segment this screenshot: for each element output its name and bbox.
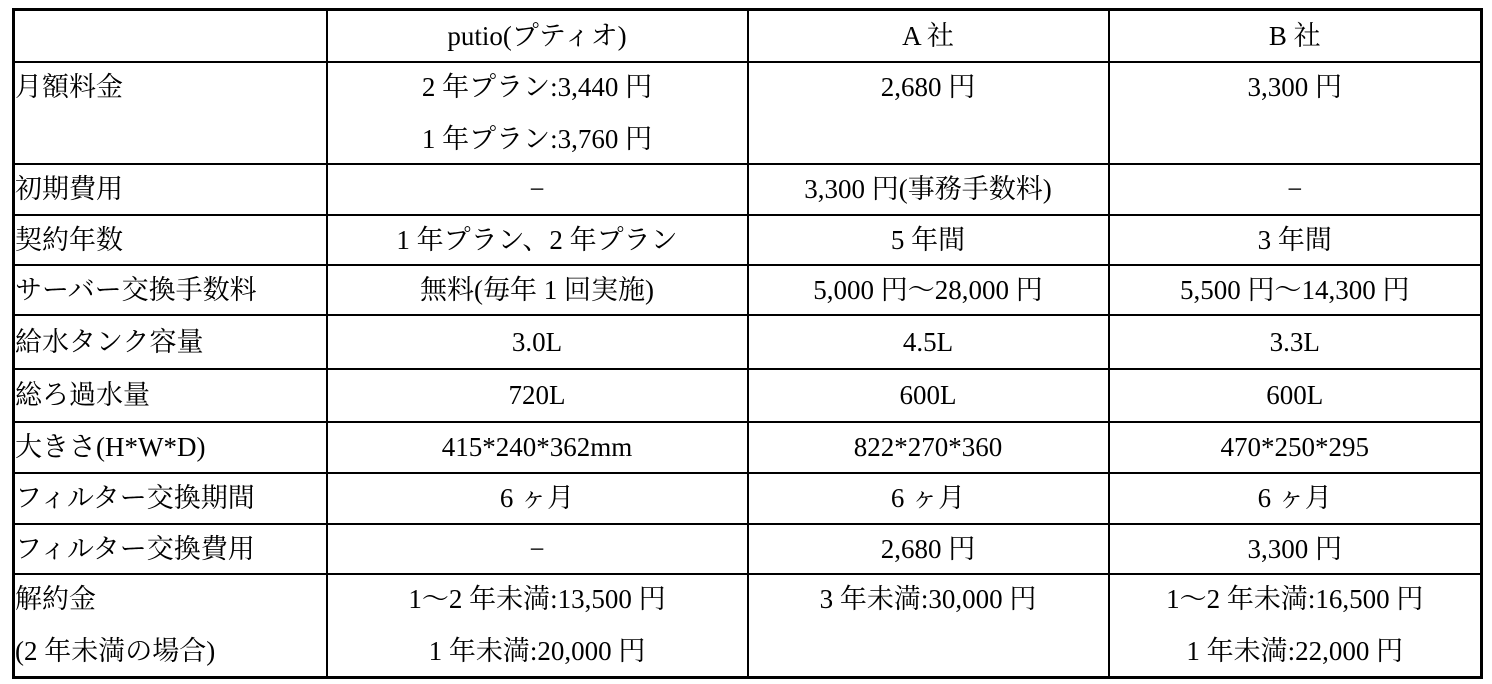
table-cell [327,473,748,524]
cell-text: 2 年プラン:3,440 円 [421,71,653,102]
table-cell [1109,574,1482,678]
row-label-text: 解約金 [15,583,96,614]
table-cell [327,422,748,473]
cell-text: 5,500 円〜14,300 円 [1180,274,1410,305]
cell-text: 5 年間 [890,224,966,255]
row-label-text: フィルター交換費用 [15,533,255,564]
table-cell [748,315,1109,369]
cell-text: 6 ヶ月 [890,483,966,513]
table-cell [748,215,1109,265]
table-cell [1109,369,1482,422]
comparison-table [12,8,1483,679]
column-header-putio: putio(プティオ) [327,10,748,62]
row-label [14,215,327,265]
cell-text: 6 ヶ月 [1257,483,1332,513]
cell-text: 5,000 円〜28,000 円 [813,274,1043,305]
row-label-text: 初期費用 [15,174,123,204]
row-label-text: 給水タンク容量 [15,326,204,357]
column-header-company-b: B 社 [1109,10,1482,62]
cell-text: 2,680 円 [880,71,976,102]
cell-text: 3,300 円(事務手数料) [804,174,1052,204]
cell-text: 600L [1266,380,1324,410]
row-label [14,524,327,574]
table-row-total-filtered-water [14,369,1482,422]
row-label [14,369,327,422]
table-row-contract-years [14,215,1482,265]
table-cell [327,164,748,215]
table-cell [748,265,1109,315]
row-label [14,473,327,524]
table-cell [748,62,1109,164]
cell-text: 3,300 円 [1247,71,1342,102]
row-label-text: 総ろ過水量 [15,380,150,410]
table-cell [327,62,748,164]
table-cell [1109,164,1482,215]
cell-text: 415*240*362mm [441,432,633,462]
table-cell [1109,422,1482,473]
table-row-initial-cost [14,164,1482,215]
table-cell [748,473,1109,524]
row-label-text: 月額料金 [15,71,123,102]
table-row-filter-exchange-cost [14,524,1482,574]
table-cell [1109,265,1482,315]
row-label [14,422,327,473]
cell-text: − [1287,174,1303,204]
table-cell [1109,473,1482,524]
cell-text: 600L [899,380,957,410]
cell-text: 2,680 円 [880,533,976,564]
table-cell [327,315,748,369]
row-label-text: 契約年数 [15,224,123,255]
table-row-filter-exchange-period [14,473,1482,524]
cell-text: − [529,533,545,564]
table-row-size [14,422,1482,473]
cell-text: 1 年プラン、2 年プラン [396,224,678,255]
row-label [14,574,327,678]
table-cell [327,265,748,315]
row-label [14,265,327,315]
table-cell [1109,315,1482,369]
corner-cell [14,10,327,62]
table-cell [748,524,1109,574]
table-cell [748,369,1109,422]
row-label [14,164,327,215]
row-label-text: フィルター交換期間 [15,483,255,513]
table-row-cancellation-fee [14,574,1482,678]
table-cell [327,574,748,678]
cell-text: 1〜2 年未満:16,500 円 [1166,583,1424,614]
table-cell [1109,215,1482,265]
table-cell [1109,524,1482,574]
header-row [14,10,1482,62]
cell-text: 3.3L [1269,326,1320,357]
table-cell [327,369,748,422]
cell-text: 3.0L [511,326,563,357]
table-cell [327,524,748,574]
table-cell [1109,62,1482,164]
table-row-server-exchange-fee [14,265,1482,315]
column-header-company-a: A 社 [748,10,1109,62]
cell-text: 6 ヶ月 [499,483,575,513]
table-cell [748,164,1109,215]
table-cell [748,574,1109,678]
cell-text: 1 年未満:22,000 円 [1186,635,1404,666]
cell-text: 470*250*295 [1220,432,1369,462]
table-cell [327,215,748,265]
cell-text: − [529,174,545,204]
row-label [14,62,327,164]
row-label-text-line2: (2 年未満の場合) [15,635,216,666]
cell-text: 1 年プラン:3,760 円 [421,123,653,154]
cell-text: 無料(毎年 1 回実施) [420,274,654,305]
row-label-text: サーバー交換手数料 [15,274,257,305]
cell-text: 3 年間 [1257,224,1332,255]
table-cell [748,422,1109,473]
cell-text: 822*270*360 [853,432,1003,462]
table-row-monthly-fee [14,62,1482,164]
cell-text: 1〜2 年未満:13,500 円 [408,583,666,614]
cell-text: 3 年未満:30,000 円 [819,583,1037,614]
row-label [14,315,327,369]
cell-text: 3,300 円 [1247,533,1342,564]
row-label-text: 大きさ(H*W*D) [15,432,206,462]
table-row-tank-capacity [14,315,1482,369]
cell-text: 720L [508,380,566,410]
cell-text: 1 年未満:20,000 円 [428,635,646,666]
cell-text: 4.5L [902,326,954,357]
